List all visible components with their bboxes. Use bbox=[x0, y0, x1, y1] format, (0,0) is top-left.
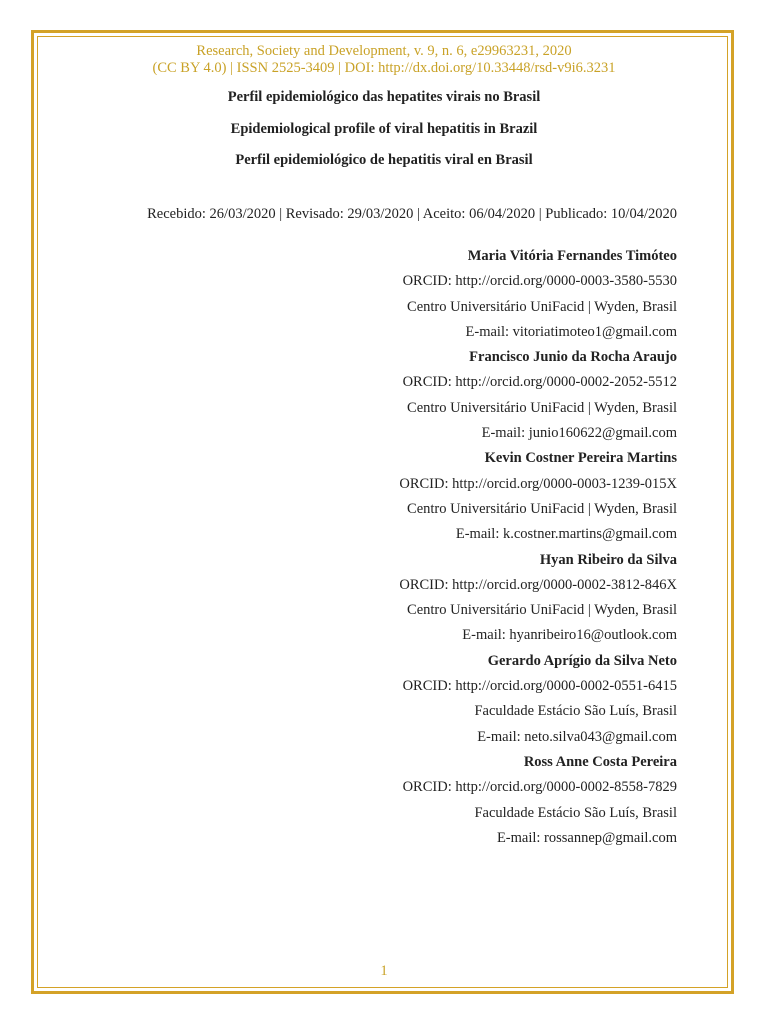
journal-citation: Research, Society and Development, v. 9, n. 6, e29963231, 2020 bbox=[196, 43, 572, 59]
journal-header bbox=[0, 43, 768, 76]
author-name: Francisco Junio da Rocha Araujo bbox=[469, 349, 677, 366]
author-affiliation: Centro Universitário UniFacid | Wyden, Brasil bbox=[407, 602, 677, 619]
author-affiliation: Centro Universitário UniFacid | Wyden, Brasil bbox=[407, 500, 677, 517]
author-list bbox=[177, 248, 677, 855]
paper-titles bbox=[0, 89, 768, 184]
journal-license-doi: (CC BY 4.0) | ISSN 2525-3409 | DOI: http://dx.doi.org/10.33448/rsd-v9i6.3231 bbox=[152, 59, 616, 76]
author-name: Kevin Costner Pereira Martins bbox=[484, 450, 677, 467]
author-block bbox=[177, 552, 677, 653]
author-orcid[interactable]: ORCID: http://orcid.org/0000-0002-8558-7829 bbox=[402, 779, 677, 796]
author-orcid[interactable]: ORCID: http://orcid.org/0000-0002-0551-6415 bbox=[402, 678, 677, 695]
author-email[interactable]: E-mail: neto.silva043@gmail.com bbox=[477, 728, 677, 745]
author-block bbox=[177, 349, 677, 450]
author-block bbox=[177, 450, 677, 551]
author-email[interactable]: E-mail: vitoriatimoteo1@gmail.com bbox=[465, 323, 677, 340]
title-portuguese: Perfil epidemiológico das hepatites virais no Brasil bbox=[227, 89, 541, 105]
title-english: Epidemiological profile of viral hepatitis in Brazil bbox=[230, 120, 538, 137]
author-email[interactable]: E-mail: hyanribeiro16@outlook.com bbox=[462, 627, 677, 644]
submission-dates: Recebido: 26/03/2020 | Revisado: 29/03/2020 | Aceito: 06/04/2020 | Publicado: 10/04/2020 bbox=[147, 206, 677, 222]
page-number: 1 bbox=[380, 963, 388, 979]
author-affiliation: Faculdade Estácio São Luís, Brasil bbox=[474, 804, 677, 821]
author-orcid[interactable]: ORCID: http://orcid.org/0000-0002-3812-846X bbox=[399, 576, 677, 593]
author-name: Gerardo Aprígio da Silva Neto bbox=[487, 652, 677, 669]
author-orcid[interactable]: ORCID: http://orcid.org/0000-0002-2052-5512 bbox=[402, 374, 677, 391]
author-affiliation: Centro Universitário UniFacid | Wyden, Brasil bbox=[407, 399, 677, 416]
author-email[interactable]: E-mail: rossannep@gmail.com bbox=[496, 829, 677, 846]
author-email[interactable]: E-mail: k.costner.martins@gmail.com bbox=[455, 526, 677, 543]
author-block bbox=[177, 754, 677, 855]
author-block bbox=[177, 653, 677, 754]
author-orcid[interactable]: ORCID: http://orcid.org/0000-0003-1239-015X bbox=[399, 475, 677, 492]
author-name: Maria Vitória Fernandes Timóteo bbox=[467, 248, 677, 264]
author-name: Hyan Ribeiro da Silva bbox=[539, 551, 677, 568]
author-name: Ross Anne Costa Pereira bbox=[523, 753, 677, 770]
author-orcid[interactable]: ORCID: http://orcid.org/0000-0003-3580-5530 bbox=[402, 273, 677, 290]
title-spanish: Perfil epidemiológico de hepatitis viral en Brasil bbox=[235, 152, 533, 168]
author-affiliation: Faculdade Estácio São Luís, Brasil bbox=[474, 703, 677, 720]
author-affiliation: Centro Universitário UniFacid | Wyden, Brasil bbox=[407, 298, 677, 315]
author-block bbox=[177, 248, 677, 349]
author-email[interactable]: E-mail: junio160622@gmail.com bbox=[481, 425, 677, 442]
